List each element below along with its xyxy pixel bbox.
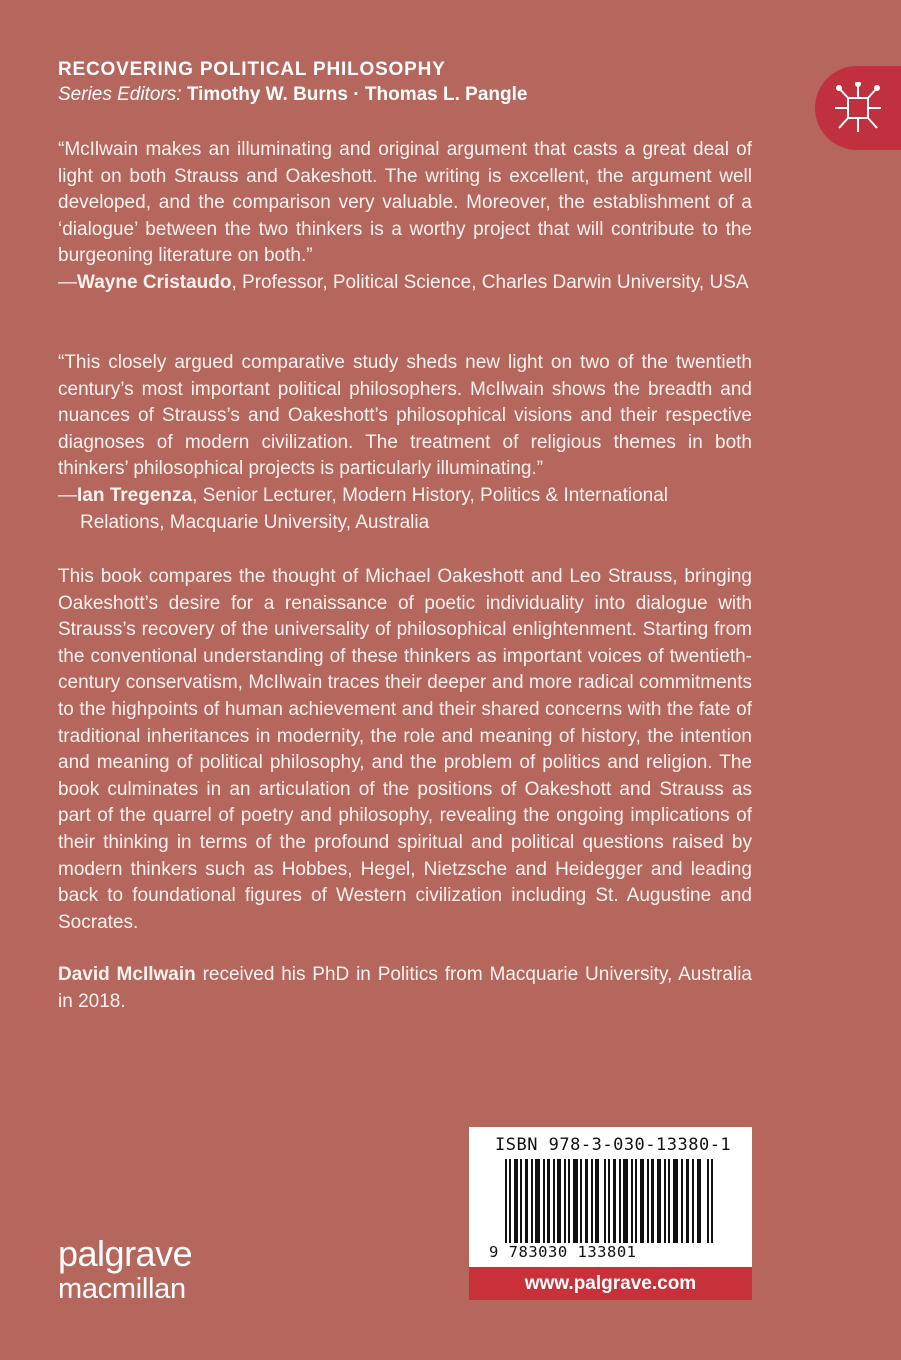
series-editors-names: Timothy W. Burns · Thomas L. Pangle	[186, 84, 528, 105]
isbn-barcode-box	[469, 1127, 752, 1300]
quote-text: “This closely argued comparative study sheds new light on two of the twentieth century’s most important political philosophers. McIlwain shows the breadth and nuances of Strauss’s and Oakeshott’s philosophical visions and their respective diagnoses of modern civilization. The treatment of religious themes in both thinkers’ philosophical projects is particularly illuminating.”	[58, 352, 752, 480]
quote-affiliation: , Senior Lecturer, Modern History, Politics & International Relations, Macquarie University, Australia	[80, 484, 669, 533]
publisher-line-2: macmillan	[58, 1273, 186, 1305]
palgrave-logo-badge	[815, 66, 901, 150]
quote-author: Ian Tregenza	[77, 484, 193, 506]
publisher-url[interactable]: www.palgrave.com	[469, 1267, 752, 1300]
author-name: David McIlwain	[58, 964, 196, 985]
author-bio-text: received his PhD in Politics from Macquarie University, Australia in 2018.	[58, 964, 753, 1012]
review-quote-2	[58, 350, 752, 536]
series-editors	[58, 82, 758, 108]
quote-attribution	[58, 270, 752, 297]
book-description: This book compares the thought of Michael Oakeshott and Leo Strauss, bringing Oakeshott’s desire for a renaissance of poetic individuality into dialogue with Strauss’s recovery of the universality of philosophical enlightenment. Starting from the conventional understanding of these thinkers as important voices of twentieth-century conservatism, McIlwain traces their deeper and more radical commitments to the highpoints of human achievement and their shared concerns with the fate of traditional inheritances in modernity, the role and meaning of history, the intention and meaning of political philosophy, and the problem of politics and religion. The book culminates in an articulation of the positions of Oakeshott and Strauss as part of the quarrel of poetry and philosophy, revealing the ongoing implications of their thinking in terms of the profound spiritual and political questions raised by modern thinkers such as Hobbes, Hegel, Nietzsche and Heidegger and leading back to foundational figures of Western civilization including St. Augustine and Socrates.	[58, 566, 752, 933]
series-header	[58, 58, 758, 108]
publisher-logo	[58, 1233, 193, 1306]
publisher-line-1: palgrave	[58, 1233, 193, 1274]
quote-attribution	[58, 483, 752, 536]
quote-author: Wayne Cristaudo	[77, 271, 232, 293]
review-quote-1	[58, 137, 752, 297]
quote-dash: —	[58, 271, 77, 293]
quote-text: “McIlwain makes an illuminating and original argument that casts a great deal of light on both Strauss and Oakeshott. The writing is excellent, the argument well developed, and the comparison very valuable. Moreover, the establishment of a ‘dialogue’ between the two thinkers is a worthy project that will contribute to the burgeoning literature on both.”	[58, 139, 752, 267]
quote-dash: —	[58, 484, 77, 506]
isbn-label: ISBN 978-3-030-13380-1	[495, 1135, 732, 1155]
quote-affiliation: , Professor, Political Science, Charles Darwin University, USA	[231, 271, 749, 293]
barcode-digits: 9 783030 133801	[489, 1243, 739, 1261]
series-editors-label: Series Editors:	[58, 84, 182, 105]
series-title: RECOVERING POLITICAL PHILOSOPHY	[58, 59, 446, 80]
palgrave-star-icon	[833, 82, 883, 134]
author-bio	[58, 962, 752, 1015]
